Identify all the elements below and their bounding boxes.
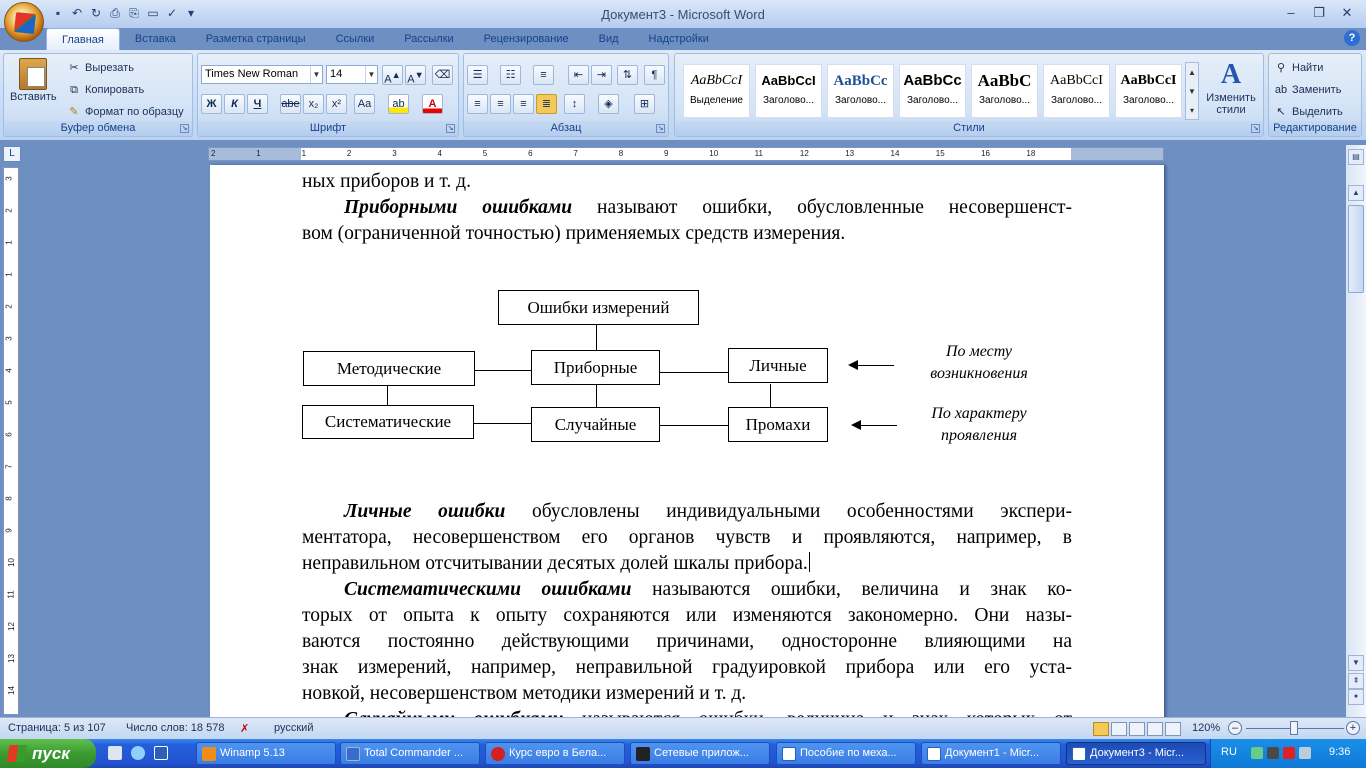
title-bar (0, 0, 1366, 28)
ruler-number: 8 (4, 496, 14, 501)
scissors-icon: ✂ (69, 62, 79, 74)
align-center-icon[interactable]: ≡ (490, 94, 511, 114)
font-launcher-icon[interactable]: ↘ (447, 125, 454, 132)
connector (475, 370, 531, 371)
diagram-systematic: Систематические (302, 405, 474, 439)
line-spacing-icon[interactable]: ↕ (564, 94, 585, 114)
styles-launcher-icon[interactable]: ↘ (1252, 125, 1259, 132)
tab-references[interactable]: Ссылки (335, 33, 375, 45)
system-tray (1210, 739, 1366, 768)
font-name-value: Times New Roman (205, 68, 299, 80)
taskbar-item[interactable] (340, 742, 480, 765)
document-area (22, 165, 1344, 717)
maximize-button[interactable]: ❐ (1313, 5, 1325, 20)
word-doc-icon (927, 747, 941, 761)
ruler-number: 3 (4, 336, 14, 341)
style-name: Заголово... (1123, 95, 1174, 106)
arrow-left-icon (848, 360, 858, 370)
customize-icon[interactable]: ▾ (187, 6, 195, 20)
new-icon[interactable]: ▭ (147, 6, 159, 20)
align-left-icon[interactable]: ≡ (467, 94, 488, 114)
taskbar-item[interactable] (630, 742, 770, 765)
connector (596, 384, 597, 407)
prev-page-icon[interactable]: ⇞ (1348, 673, 1364, 689)
horizontal-ruler[interactable] (208, 147, 1164, 161)
font-name-box[interactable] (201, 65, 323, 84)
language-indicator[interactable]: RU (1221, 746, 1237, 758)
ruler-number: 1 (4, 240, 14, 245)
font-color-icon[interactable]: A (422, 94, 443, 114)
paste-button[interactable] (10, 58, 57, 103)
ruler-number: 2 (211, 149, 216, 158)
taskbar-item-label: Winamp 5.13 (220, 747, 285, 759)
minimize-button[interactable]: – (1287, 5, 1295, 20)
text: обусловлены индивидуальными особенностями экспери- (531, 501, 1072, 522)
tab-home[interactable]: Главная (46, 28, 120, 50)
find-button[interactable] (1273, 60, 1323, 76)
text: называются ошибки, величина и знак ко- (652, 579, 1073, 600)
word-doc-icon (1072, 747, 1086, 761)
ruler-number: 2 (4, 208, 14, 213)
browse-object-icon[interactable]: ● (1348, 689, 1364, 705)
paste-label: Вставить (10, 91, 57, 103)
winamp-icon (202, 747, 216, 761)
paragraph-group (463, 53, 669, 137)
language-indicator[interactable]: русский (274, 722, 314, 734)
ruler-number: 18 (1026, 149, 1036, 158)
text-line: вом (ограниченной точностью) применяемых средств измерения. (302, 223, 846, 244)
ruler-number: 15 (935, 149, 945, 158)
ruler-number: 3 (4, 176, 14, 181)
tab-page-layout[interactable]: Разметка страницы (205, 33, 306, 45)
bullets-icon[interactable]: ☰ (467, 65, 488, 85)
text-line: знак измерений, например, неправильной градуировкой прибора или его уста- (302, 657, 1072, 678)
ruler-number: 4 (4, 368, 14, 373)
app-icon (636, 747, 650, 761)
tab-selector-icon[interactable]: L (3, 146, 21, 162)
total-commander-icon (346, 747, 360, 761)
scroll-down-icon[interactable]: ▼ (1348, 655, 1364, 671)
connector (770, 384, 771, 407)
ruler-number: 14 (6, 686, 16, 695)
window-title: Документ3 - Microsoft Word (601, 7, 765, 22)
taskbar-item-label: Курс евро в Бела... (509, 747, 607, 759)
replace-label: Заменить (1292, 84, 1342, 96)
proofing-icon[interactable]: ✗ (240, 723, 250, 735)
ruler-number: 10 (709, 149, 719, 158)
start-label: пуск (32, 744, 70, 763)
save-icon[interactable]: ▪ (55, 6, 61, 20)
grow-font-button[interactable]: A▲ (382, 65, 403, 85)
clipboard-group-label: Буфер обмена (4, 121, 192, 136)
font-size-value: 14 (330, 68, 343, 80)
change-styles-label: Изменить стили (1206, 92, 1256, 116)
highlight-icon[interactable]: ab (388, 94, 409, 114)
paragraph (302, 499, 1072, 577)
diagram-blunders: Промахи (728, 407, 828, 442)
style-heading[interactable] (1115, 64, 1182, 118)
increase-indent-icon[interactable]: ⇥ (591, 65, 612, 85)
opera-icon (491, 747, 505, 761)
text: неправильном отсчитывании десятых долей шкалы прибора. (302, 553, 808, 574)
style-heading[interactable] (899, 64, 966, 118)
copy-button[interactable] (66, 82, 144, 98)
justify-icon[interactable]: ≣ (536, 94, 557, 114)
text-line: новкой, несовершенством методики измерений и т. д. (302, 683, 747, 704)
clear-format-button[interactable]: ⌫ (432, 65, 453, 85)
paragraph (302, 195, 1072, 247)
taskbar-item-label: Документ3 - Micr... (1090, 747, 1185, 759)
ribbon (0, 50, 1366, 140)
window-controls (1278, 3, 1360, 23)
note-line: возникновения (930, 365, 1028, 382)
word-doc-icon (782, 747, 796, 761)
superscript-button[interactable]: x² (326, 94, 347, 114)
style-name: Заголово... (835, 95, 886, 106)
style-sample: AaBbCcI (690, 73, 743, 88)
show-desktop-icon[interactable] (108, 746, 122, 760)
style-emphasis[interactable] (683, 64, 750, 118)
text-line (302, 195, 1072, 221)
ie-icon[interactable] (131, 746, 145, 760)
sort-icon[interactable]: ⇅ (617, 65, 638, 85)
ruler-number: 3 (392, 149, 397, 158)
style-heading[interactable] (755, 64, 822, 118)
change-styles-button[interactable] (1205, 58, 1257, 116)
change-case-button[interactable]: Aa (354, 94, 375, 114)
zoom-out-icon[interactable]: – (1228, 721, 1242, 735)
style-name: Заголово... (763, 95, 814, 106)
zoom-slider-thumb[interactable] (1290, 721, 1298, 735)
tab-review[interactable]: Рецензирование (483, 33, 569, 45)
replace-icon: ab (1274, 84, 1288, 96)
tab-addins[interactable]: Надстройки (648, 33, 709, 45)
style-heading[interactable] (971, 64, 1038, 118)
arrow (852, 365, 894, 366)
styles-group-label: Стили (675, 121, 1263, 136)
connector (387, 386, 388, 405)
styles-scroll[interactable]: ▲ ▼ ▾ (1185, 62, 1199, 120)
ruler-number: 9 (4, 528, 14, 533)
office-logo-icon (14, 12, 36, 34)
office-button[interactable] (4, 2, 44, 42)
taskbar-item[interactable] (485, 742, 625, 765)
shrink-font-button[interactable]: A▼ (405, 65, 426, 85)
diagram-root: Ошибки измерений (498, 290, 699, 325)
style-heading[interactable] (827, 64, 894, 118)
taskbar-item[interactable] (921, 742, 1061, 765)
font-group (197, 53, 459, 137)
style-name: Заголово... (979, 95, 1030, 106)
outline-icon[interactable] (1147, 722, 1163, 736)
style-name: Заголово... (1051, 95, 1102, 106)
ruler-number: 8 (618, 149, 624, 158)
style-sample: AaBbCcI (1120, 73, 1177, 88)
scroll-up-icon[interactable]: ▲ (1348, 185, 1364, 201)
draft-icon[interactable] (1165, 722, 1181, 736)
italic-button[interactable]: К (224, 94, 245, 114)
select-label: Выделить (1292, 106, 1343, 118)
view-buttons (1093, 722, 1185, 736)
editing-group-label: Редактирование (1269, 121, 1361, 136)
ruler-number: 12 (6, 622, 16, 631)
note-line: По характеру (931, 405, 1027, 422)
style-sample: AaBbCc (833, 73, 888, 89)
ruler-number: 6 (528, 149, 533, 158)
print-preview-icon[interactable]: ⎙ (110, 6, 120, 20)
scroll-thumb[interactable] (1348, 205, 1364, 293)
underline-button[interactable]: Ч (247, 94, 268, 114)
print-layout-icon[interactable] (1093, 722, 1109, 736)
taskbar-item-label: Total Commander ... (364, 747, 464, 759)
diagram-personal: Личные (728, 348, 828, 383)
ruler-number: 13 (845, 149, 855, 158)
ruler-number: 16 (981, 149, 990, 158)
binoculars-icon: ⚲ (1276, 62, 1286, 74)
style-sample: AaBbCcI (1050, 73, 1103, 88)
ruler-number: 5 (4, 400, 14, 405)
tab-insert[interactable]: Вставка (134, 33, 176, 45)
copy-label: Копировать (85, 84, 145, 96)
ruler-number: 10 (6, 558, 16, 567)
network-icon[interactable] (1251, 747, 1263, 759)
ruler-number: 12 (799, 149, 809, 158)
ruler-number: 13 (6, 654, 16, 663)
bold-term: Систематическими ошибками (344, 579, 632, 600)
volume-icon[interactable] (1299, 747, 1311, 759)
clipboard-launcher-icon[interactable]: ↘ (181, 125, 188, 132)
cursor-icon: ↖ (1276, 106, 1286, 118)
cut-label: Вырезать (85, 62, 134, 74)
ribbon-tabs (46, 28, 724, 50)
copy-icon: ⧉ (70, 84, 78, 96)
style-sample: AaBbC (977, 71, 1032, 90)
text-line (302, 577, 1072, 603)
ruler-number: 6 (4, 432, 14, 437)
antivirus-icon[interactable] (1283, 747, 1295, 759)
taskbar (0, 739, 1366, 768)
connector (474, 423, 532, 424)
text-line: торых от опыта к опыту сохраняются или изменяются закономерно. Они назы- (302, 605, 1072, 626)
change-styles-icon: A (1220, 59, 1242, 90)
style-heading[interactable] (1043, 64, 1110, 118)
chevron-down-icon[interactable]: ▼ (365, 66, 377, 83)
borders-icon[interactable]: ⊞ (634, 94, 655, 114)
tray-app-icon[interactable] (1267, 747, 1279, 759)
ruler-number: 11 (754, 149, 763, 158)
ruler-number: 7 (4, 464, 14, 469)
undo-icon[interactable]: ↶ (71, 6, 83, 20)
ruler-number: 1 (301, 149, 307, 158)
diagram-methodical: Методические (303, 351, 475, 386)
text-line: ментатора, несовершенством его органов чувств и проявляются, например, в (302, 527, 1072, 548)
format-painter-button[interactable] (66, 104, 184, 120)
ruler-number: 2 (346, 149, 352, 158)
text: называют ошибки, обусловленные несовершенст- (597, 197, 1073, 218)
arrow (855, 425, 897, 426)
taskbar-item-active[interactable] (1066, 742, 1206, 765)
connector (660, 372, 728, 373)
close-button[interactable]: ✕ (1341, 5, 1353, 20)
find-label: Найти (1292, 62, 1324, 74)
taskbar-item-label: Сетевые прилож... (654, 747, 749, 759)
ruler-number: 2 (4, 304, 14, 309)
taskbar-item[interactable] (776, 742, 916, 765)
word-count[interactable]: Число слов: 18 578 (126, 722, 225, 734)
editing-group (1268, 53, 1362, 137)
ruler-number: 9 (664, 149, 669, 158)
vertical-scrollbar[interactable] (1346, 145, 1366, 717)
tab-mailings[interactable]: Рассылки (404, 33, 454, 45)
paragraph (302, 169, 1072, 195)
diagram-note-character (904, 403, 1054, 447)
strikethrough-button[interactable]: abe (280, 94, 301, 114)
select-button[interactable] (1273, 104, 1343, 120)
ruler-number: 14 (890, 149, 900, 158)
bold-button[interactable]: Ж (201, 94, 222, 114)
subscript-button[interactable]: x₂ (303, 94, 324, 114)
note-line: проявления (940, 427, 1018, 444)
bold-term: Приборными ошибками (344, 197, 573, 218)
full-screen-icon[interactable] (1111, 722, 1127, 736)
shading-icon[interactable]: ◈ (598, 94, 619, 114)
numbering-icon[interactable]: ☷ (500, 65, 521, 85)
font-group-label: Шрифт (198, 121, 458, 136)
start-button[interactable] (0, 739, 96, 768)
diagram-instrumental: Приборные (531, 350, 660, 385)
note-line: По месту (945, 343, 1012, 360)
vertical-ruler[interactable] (3, 167, 19, 715)
windows-flag-icon (7, 745, 27, 762)
ruler-number: 4 (437, 149, 442, 158)
cut-button[interactable] (66, 60, 134, 76)
diagram-note-location (904, 341, 1054, 385)
taskbar-item-label: Пособие по меха... (800, 747, 897, 759)
web-layout-icon[interactable] (1129, 722, 1145, 736)
align-right-icon[interactable]: ≡ (513, 94, 534, 114)
taskbar-item[interactable] (196, 742, 336, 765)
text-line (302, 499, 1072, 525)
paragraph-launcher-icon[interactable]: ↘ (657, 125, 664, 132)
text-line: ных приборов и т. д. (302, 171, 471, 192)
clipboard-group (3, 53, 193, 137)
font-size-box[interactable] (326, 65, 378, 84)
text-cursor (809, 552, 810, 572)
ruler-number: 1 (256, 149, 261, 158)
ruler-text-area (301, 148, 1071, 160)
ruler-number: 1 (4, 272, 14, 277)
tab-view[interactable]: Вид (598, 33, 619, 45)
brush-icon: ✎ (69, 106, 79, 118)
print-icon[interactable]: ⎘ (129, 6, 139, 20)
text-line: ваются постоянно действующими причинами, односторонне влияющими на (302, 631, 1072, 652)
clock: 9:36 (1329, 746, 1351, 758)
multilevel-list-icon[interactable]: ≡ (533, 65, 554, 85)
connector (596, 325, 597, 351)
zoom-in-icon[interactable]: + (1346, 721, 1360, 735)
ruler-number: 5 (482, 149, 488, 158)
page-indicator[interactable]: Страница: 5 из 107 (8, 722, 106, 734)
status-bar (0, 717, 1366, 739)
ruler-number: 7 (573, 149, 578, 158)
paragraph (302, 577, 1072, 707)
connector (660, 425, 728, 426)
spelling-icon[interactable]: ✓ (166, 6, 178, 20)
decrease-indent-icon[interactable]: ⇤ (568, 65, 589, 85)
ruler-toggle-icon[interactable]: ▤ (1348, 149, 1364, 165)
word-quicklaunch-icon[interactable] (154, 746, 168, 760)
styles-group (674, 53, 1264, 137)
arrow-left-icon (851, 420, 861, 430)
zoom-level[interactable]: 120% (1192, 722, 1221, 734)
paste-icon (19, 58, 47, 90)
ruler-row (0, 143, 1366, 165)
bold-term: Личные ошибки (344, 501, 506, 522)
style-sample: AaBbCc (903, 72, 962, 89)
diagram-random: Случайные (531, 407, 660, 442)
ruler-number: 11 (6, 590, 16, 599)
document-page[interactable] (210, 165, 1164, 725)
chevron-down-icon[interactable]: ▼ (310, 66, 322, 83)
style-name: Заголово... (907, 95, 958, 106)
replace-button[interactable] (1273, 82, 1341, 98)
paragraph-group-label: Абзац (464, 121, 668, 136)
style-sample: AaBbCcI (761, 73, 816, 88)
pilcrow-icon[interactable]: ¶ (644, 65, 665, 85)
text-line (302, 551, 1072, 577)
style-name: Выделение (690, 95, 743, 106)
redo-icon[interactable]: ↻ (90, 6, 102, 20)
taskbar-item-label: Документ1 - Micr... (945, 747, 1040, 759)
format-painter-label: Формат по образцу (85, 106, 184, 118)
help-icon[interactable]: ? (1344, 30, 1360, 46)
